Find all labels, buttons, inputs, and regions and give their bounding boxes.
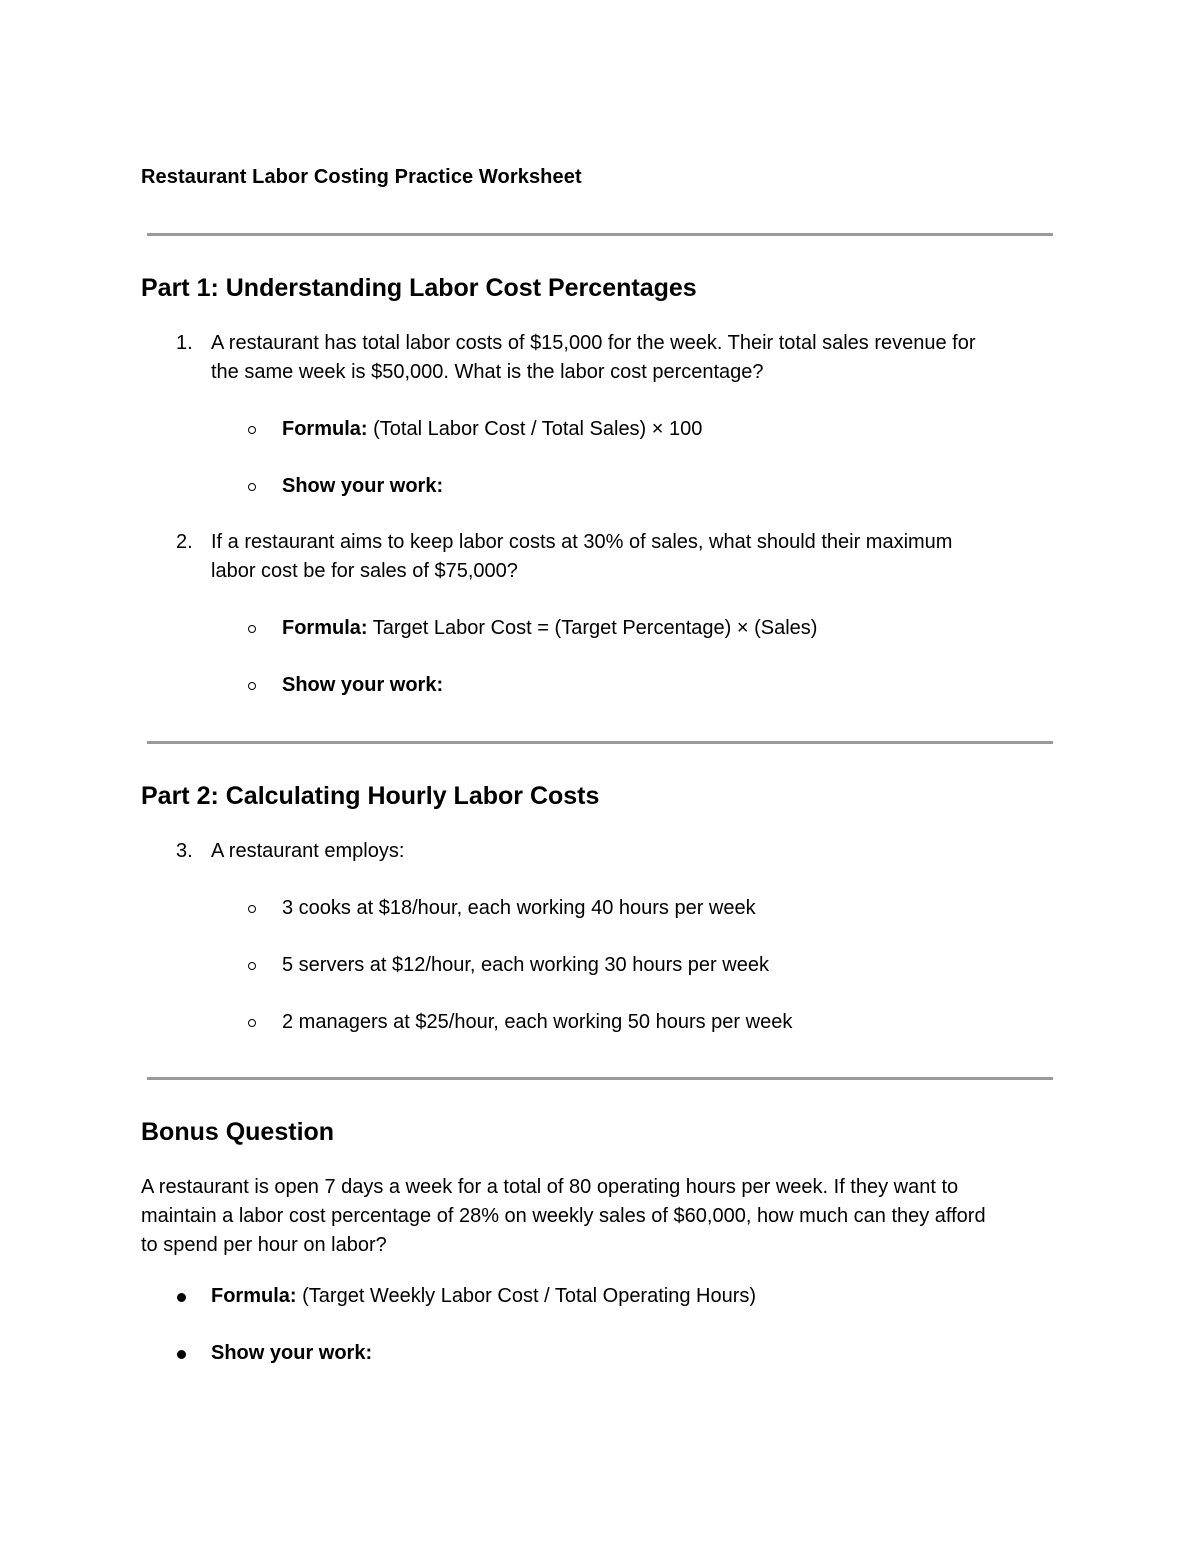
q2-number: 2. <box>176 531 193 553</box>
circle-bullet-icon <box>248 962 256 970</box>
formula-label: Formula: <box>211 1285 297 1307</box>
circle-bullet-icon <box>248 905 256 913</box>
q3-text: A restaurant employs: <box>211 840 405 862</box>
q1-line2: the same week is $50,000. What is the labor cost percentage? <box>211 361 764 383</box>
bonus-heading: Bonus Question <box>141 1118 335 1146</box>
bonus-line3: to spend per hour on labor? <box>141 1234 387 1256</box>
q2-line1: If a restaurant aims to keep labor costs at 30% of sales, what should their maximum <box>211 531 953 553</box>
q2-line2: labor cost be for sales of $75,000? <box>211 560 518 582</box>
formula-text: Target Labor Cost = (Target Percentage) × (Sales) <box>372 617 818 639</box>
bonus-show-work: Show your work: <box>211 1342 373 1364</box>
q2-formula <box>282 614 817 643</box>
disc-bullet-icon <box>177 1350 186 1359</box>
circle-bullet-icon <box>248 1019 256 1027</box>
disc-bullet-icon <box>177 1293 186 1302</box>
divider <box>147 1077 1053 1080</box>
q3-employee-item: 2 managers at $25/hour, each working 50 hours per week <box>282 1011 793 1033</box>
formula-text: (Target Weekly Labor Cost / Total Operating Hours) <box>302 1285 757 1307</box>
divider <box>147 233 1053 236</box>
formula-label: Formula: <box>282 617 368 639</box>
circle-bullet-icon <box>248 483 256 491</box>
part2-heading: Part 2: Calculating Hourly Labor Costs <box>141 782 600 810</box>
q1-formula <box>282 415 702 444</box>
circle-bullet-icon <box>248 682 256 690</box>
bonus-formula <box>211 1282 756 1311</box>
formula-label: Formula: <box>282 418 368 440</box>
divider <box>147 741 1053 744</box>
q3-employee-item: 3 cooks at $18/hour, each working 40 hours per week <box>282 897 756 919</box>
q1-number: 1. <box>176 332 193 354</box>
document-title: Restaurant Labor Costing Practice Worksheet <box>141 166 582 188</box>
circle-bullet-icon <box>248 625 256 633</box>
q1-show-work: Show your work: <box>282 475 444 497</box>
circle-bullet-icon <box>248 426 256 434</box>
q3-number: 3. <box>176 840 193 862</box>
q1-line1: A restaurant has total labor costs of $15,000 for the week. Their total sales revenue for <box>211 332 976 354</box>
part1-heading: Part 1: Understanding Labor Cost Percentages <box>141 274 697 302</box>
q2-show-work: Show your work: <box>282 674 444 696</box>
bonus-line2: maintain a labor cost percentage of 28% on weekly sales of $60,000, how much can they afford <box>141 1205 986 1227</box>
bonus-line1: A restaurant is open 7 days a week for a total of 80 operating hours per week. If they want to <box>141 1176 959 1198</box>
q3-employee-item: 5 servers at $12/hour, each working 30 hours per week <box>282 954 769 976</box>
formula-text: (Total Labor Cost / Total Sales) × 100 <box>373 418 703 440</box>
